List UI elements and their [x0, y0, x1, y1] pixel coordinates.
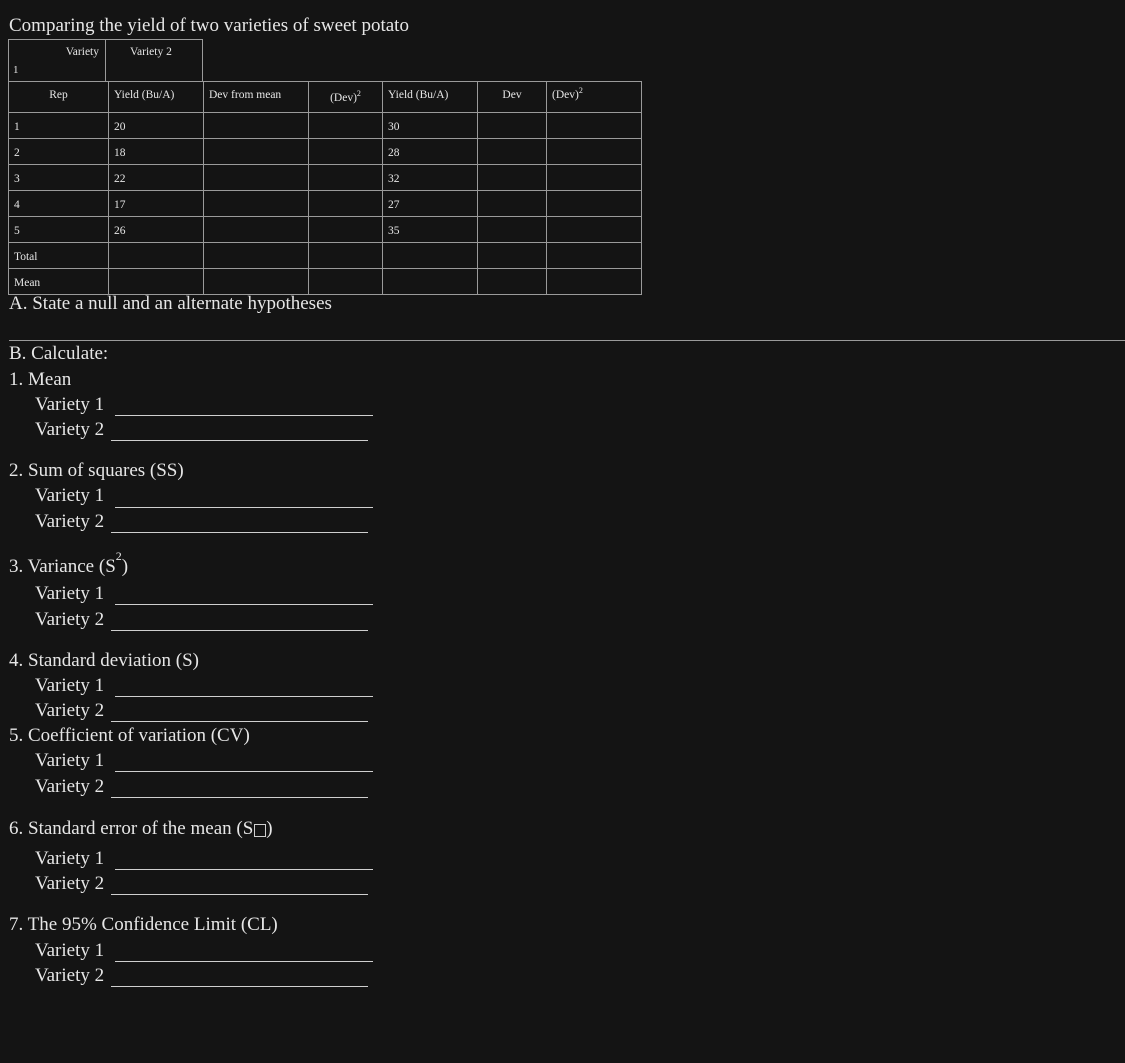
mean-row	[9, 269, 642, 295]
dev-cell[interactable]	[204, 165, 309, 191]
dev-sq-cell[interactable]	[309, 165, 383, 191]
answer-line[interactable]	[111, 797, 368, 798]
dev-cell[interactable]	[478, 217, 547, 243]
answer-line[interactable]	[111, 894, 368, 895]
section-b-heading: B. Calculate:	[9, 343, 109, 364]
variety-1-label: Variety 1	[35, 485, 105, 506]
variety-label: Variety	[65, 46, 99, 58]
variety2-label: Variety 2	[106, 40, 203, 82]
answer-line[interactable]	[111, 440, 368, 441]
mean-cell[interactable]	[109, 269, 204, 295]
total-cell[interactable]	[547, 243, 642, 269]
answer-line[interactable]	[115, 696, 373, 697]
hypothesis-answer-line[interactable]	[9, 340, 1125, 341]
worksheet-title: Comparing the yield of two varieties of sweet potato	[9, 15, 409, 36]
variety-1-label: Variety 1	[35, 848, 105, 869]
answer-line[interactable]	[115, 961, 373, 962]
missing-glyph-icon	[254, 824, 266, 837]
dev-sq-cell[interactable]	[309, 191, 383, 217]
yield2-cell: 28	[383, 139, 478, 165]
table-header-row	[9, 82, 642, 113]
answer-line[interactable]	[111, 532, 368, 533]
dev-sq-cell[interactable]	[309, 113, 383, 139]
answer-line[interactable]	[111, 721, 368, 722]
rep-cell: 5	[9, 217, 109, 243]
dev-cell[interactable]	[204, 191, 309, 217]
yield2-cell: 27	[383, 191, 478, 217]
rep-cell: 4	[9, 191, 109, 217]
variety-2-label: Variety 2	[35, 511, 105, 532]
question-coefficient-of-variation: 5. Coefficient of variation (CV)	[9, 725, 250, 746]
table-row	[9, 165, 642, 191]
yield1-cell: 17	[109, 191, 204, 217]
header-dev-squared-1: (Dev)$^2$	[309, 82, 383, 113]
question-mean: 1. Mean	[9, 369, 72, 390]
answer-line[interactable]	[111, 630, 368, 631]
question-variance: 3. Variance $(S^2)$	[9, 549, 129, 577]
answer-line[interactable]	[115, 415, 373, 416]
header-dev: Dev	[478, 82, 547, 113]
variety-header-table	[8, 39, 203, 82]
dev-sq-cell[interactable]	[547, 139, 642, 165]
variety-2-label: Variety 2	[35, 873, 105, 894]
header-dev-squared-2: (Dev)$^2$	[547, 82, 642, 113]
question-sum-of-squares: 2. Sum of squares (SS)	[9, 460, 184, 481]
variety-2-label: Variety 2	[35, 965, 105, 986]
total-label: Total	[9, 243, 109, 269]
rep-cell: 1	[9, 113, 109, 139]
variety-1-label: Variety 1	[35, 940, 105, 961]
dev-sq-cell[interactable]	[547, 191, 642, 217]
yield2-cell: 30	[383, 113, 478, 139]
yield1-cell: 22	[109, 165, 204, 191]
mean-label: Mean	[9, 269, 109, 295]
table-row	[9, 191, 642, 217]
total-cell[interactable]	[109, 243, 204, 269]
variety-number: 1	[13, 64, 19, 76]
dev-cell[interactable]	[204, 217, 309, 243]
total-row	[9, 243, 642, 269]
dev-cell[interactable]	[478, 113, 547, 139]
variety-2-label: Variety 2	[35, 700, 105, 721]
variety-1-label: Variety 1	[35, 675, 105, 696]
total-cell[interactable]	[204, 243, 309, 269]
yield1-cell: 20	[109, 113, 204, 139]
yield1-cell: 18	[109, 139, 204, 165]
variety-1-label: Variety 1	[35, 394, 105, 415]
table-row	[9, 217, 642, 243]
mean-cell[interactable]	[478, 269, 547, 295]
dev-sq-cell[interactable]	[309, 217, 383, 243]
dev-cell[interactable]	[204, 113, 309, 139]
dev-sq-cell[interactable]	[309, 139, 383, 165]
variety-2-label: Variety 2	[35, 609, 105, 630]
answer-line[interactable]	[115, 604, 373, 605]
answer-line[interactable]	[111, 986, 368, 987]
variety-2-label: Variety 2	[35, 776, 105, 797]
total-cell[interactable]	[478, 243, 547, 269]
dev-sq-cell[interactable]	[547, 217, 642, 243]
dev-sq-cell[interactable]	[547, 165, 642, 191]
variety-1-label: Variety 1	[35, 750, 105, 771]
header-yield-2: Yield (Bu/A)	[383, 82, 478, 113]
mean-cell[interactable]	[383, 269, 478, 295]
table-row	[9, 113, 642, 139]
mean-cell[interactable]	[547, 269, 642, 295]
rep-cell: 3	[9, 165, 109, 191]
mean-cell[interactable]	[204, 269, 309, 295]
answer-line[interactable]	[115, 771, 373, 772]
variety-label-cell	[9, 40, 106, 82]
header-dev-from-mean: Dev from mean	[204, 82, 309, 113]
total-cell[interactable]	[383, 243, 478, 269]
question-confidence-limit: 7. The 95% Confidence Limit (CL)	[9, 914, 278, 935]
variety-2-label: Variety 2	[35, 419, 105, 440]
yield2-cell: 32	[383, 165, 478, 191]
answer-line[interactable]	[115, 869, 373, 870]
section-a-heading: A. State a null and an alternate hypotheses	[9, 293, 332, 314]
dev-cell[interactable]	[204, 139, 309, 165]
question-standard-error: 6. Standard error of the mean (S )	[9, 818, 273, 839]
yield-table	[8, 81, 642, 295]
mean-cell[interactable]	[309, 269, 383, 295]
rep-cell: 2	[9, 139, 109, 165]
dev-cell[interactable]	[478, 191, 547, 217]
total-cell[interactable]	[309, 243, 383, 269]
dev-sq-cell[interactable]	[547, 113, 642, 139]
header-rep: Rep	[9, 82, 109, 113]
answer-line[interactable]	[115, 507, 373, 508]
question-standard-deviation: 4. Standard deviation (S)	[9, 650, 199, 671]
variety-1-label: Variety 1	[35, 583, 105, 604]
header-yield-1: Yield (Bu/A)	[109, 82, 204, 113]
yield2-cell: 35	[383, 217, 478, 243]
dev-cell[interactable]	[478, 165, 547, 191]
table-row	[9, 139, 642, 165]
dev-cell[interactable]	[478, 139, 547, 165]
yield1-cell: 26	[109, 217, 204, 243]
